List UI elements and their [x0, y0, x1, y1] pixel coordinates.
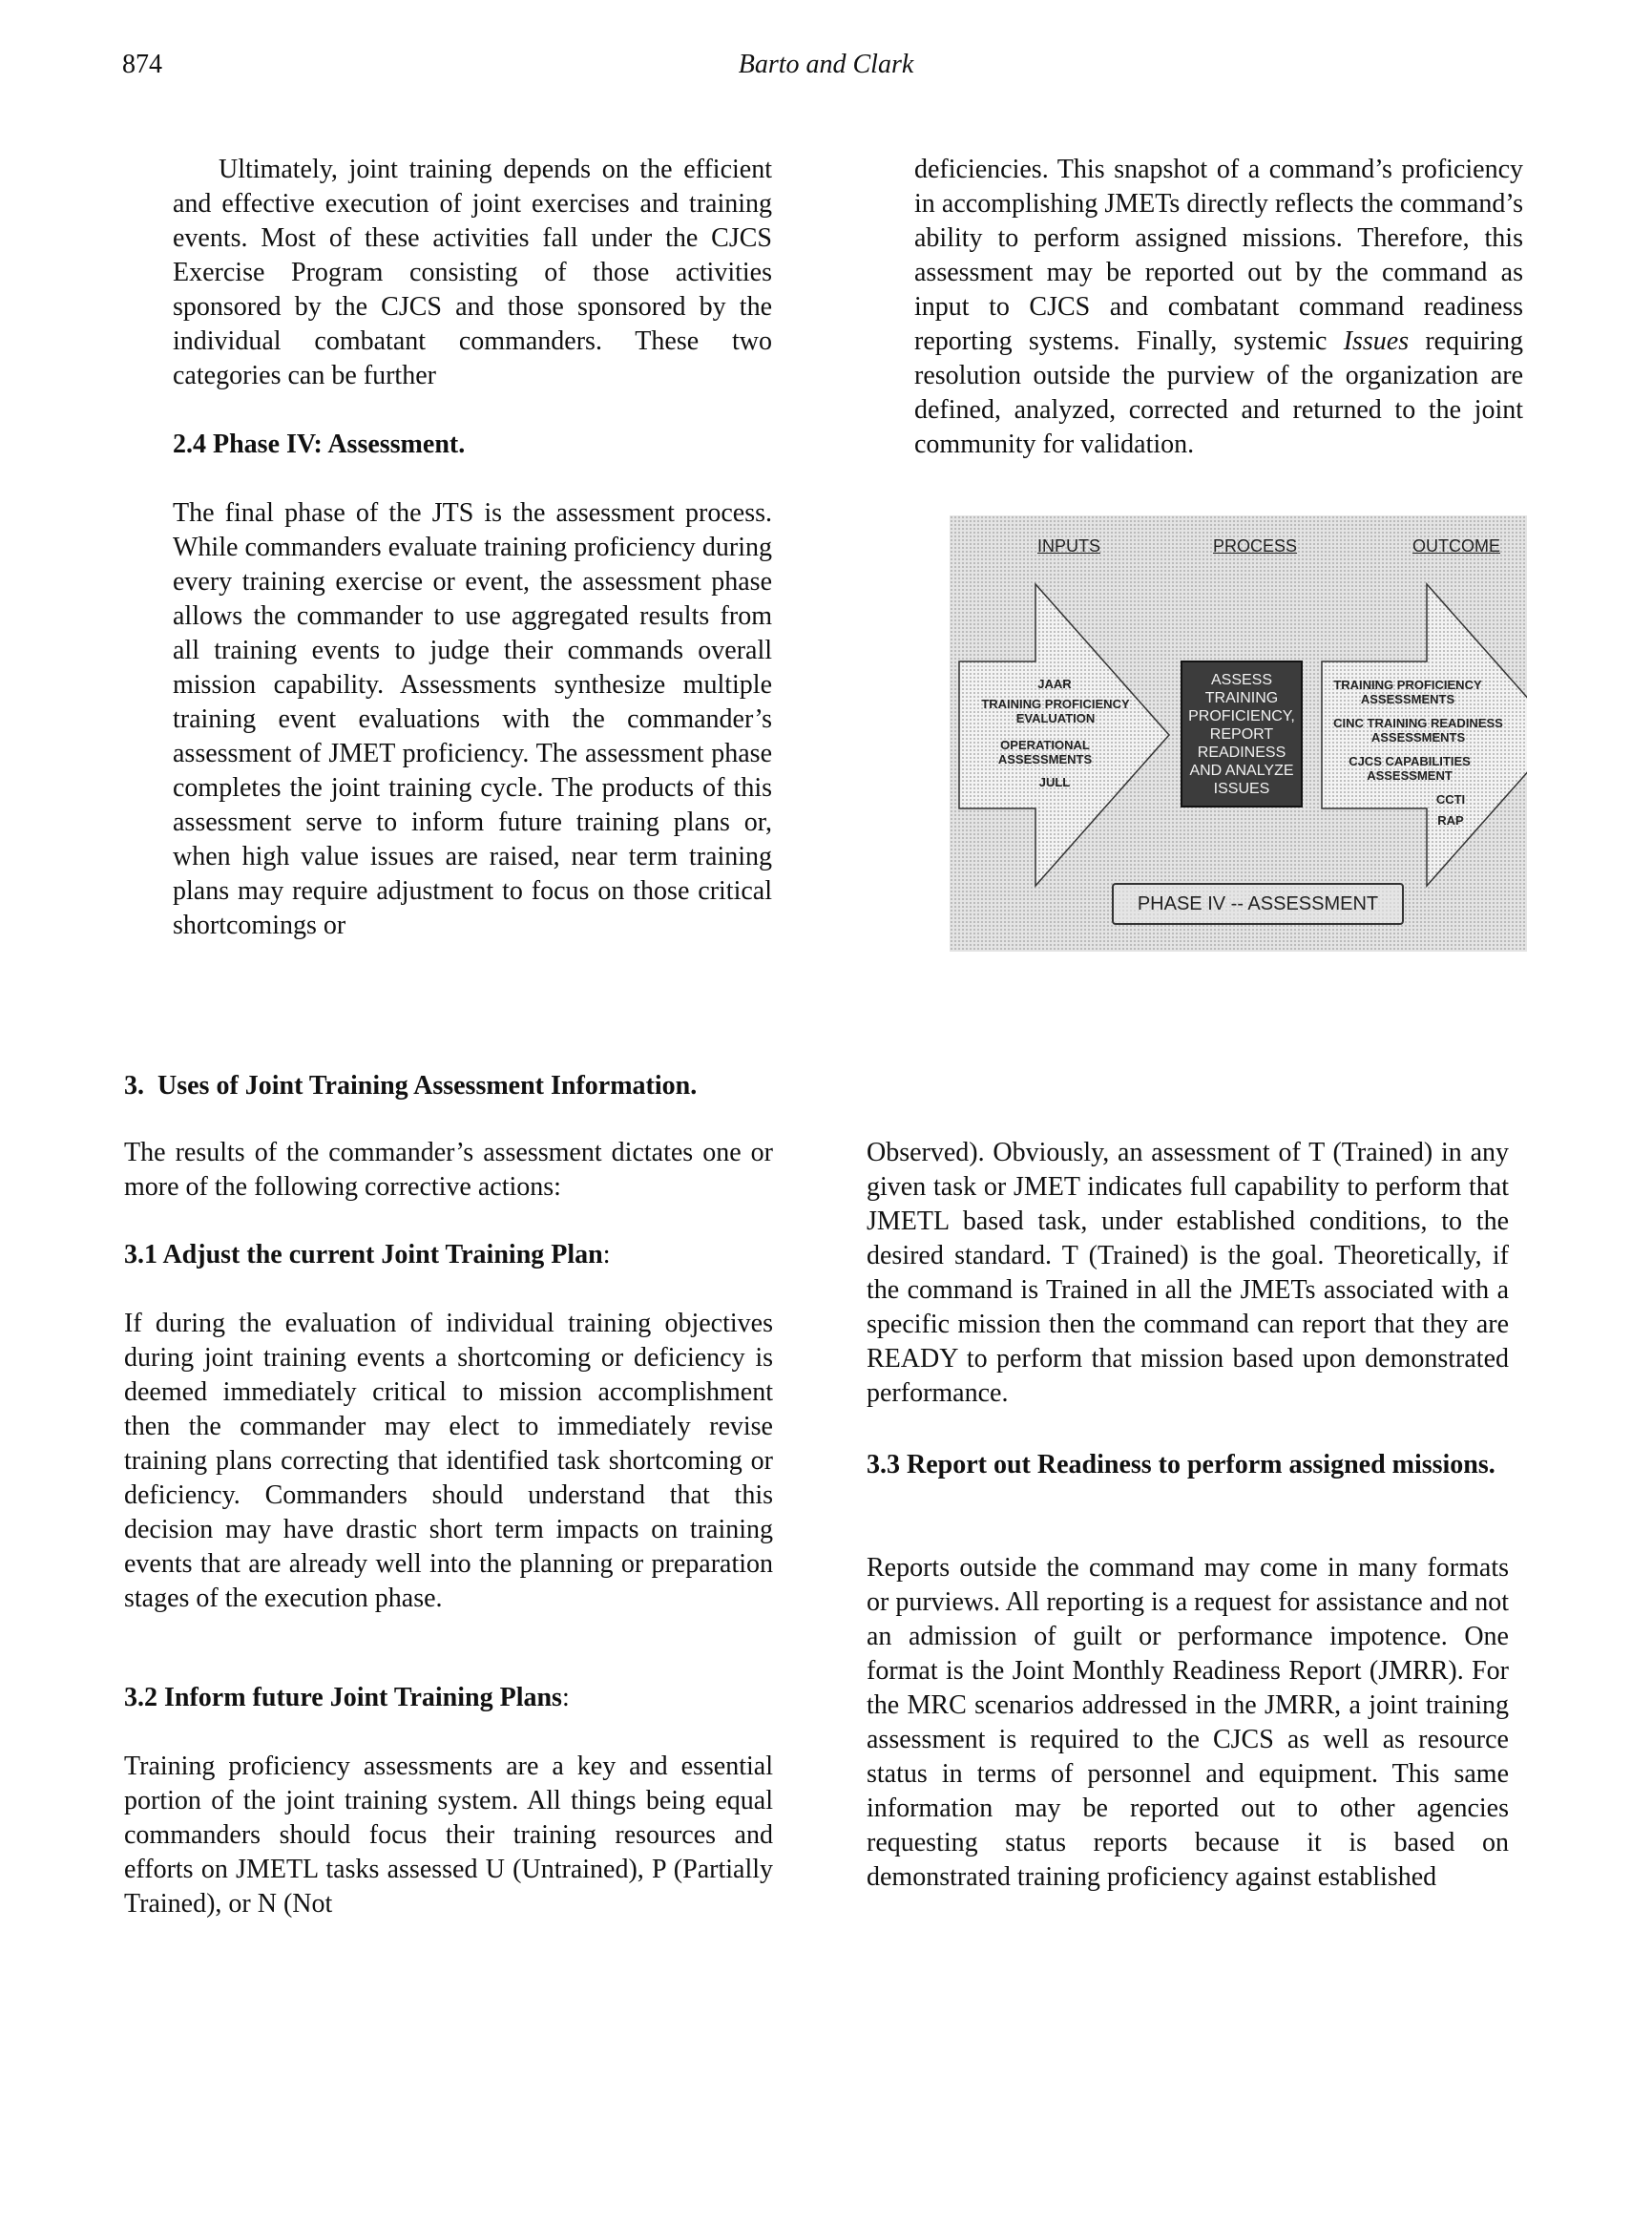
heading-3-2-text: 3.2 Inform future Joint Training Plans	[124, 1683, 562, 1712]
heading-3-1-text: 3.1 Adjust the current Joint Training Plan	[124, 1240, 603, 1269]
outcome-ccti: CCTI	[1435, 792, 1466, 807]
paragraph-deficiencies-b: requiring resolution outside the purview of the organization are defined, analyzed, corrected and returned to the joint community for validation.	[914, 326, 1523, 459]
column-process: PROCESS	[1213, 536, 1298, 556]
outcome-cinc-training-readiness: CINC TRAINING READINESS ASSESSMENTS	[1333, 716, 1503, 745]
heading-3-1-colon: :	[602, 1240, 611, 1269]
running-head: Barto and Clark	[738, 50, 914, 79]
input-training-proficiency-evaluation: TRAINING PROFICIENCY EVALUATION	[981, 697, 1130, 725]
input-operational-assessments: OPERATIONAL ASSESSMENTS	[997, 738, 1093, 766]
input-jull: JULL	[1038, 775, 1071, 789]
phase-iv-assessment-figure	[950, 515, 1527, 952]
heading-phase-iv: 2.4 Phase IV: Assessment.	[173, 430, 466, 459]
paragraph-final-phase: The final phase of the JTS is the assessment process. While commanders evaluate training proficiency during every training exercise or event, the assessment phase allows the commander to use aggregated results from all training events to judge their commands overall mission capability. Assessments synthesize multiple training event evaluations with the commander’s assessment of JMET proficiency. The assessment phase completes the joint training cycle. The products of this assessment serve to inform future training plans or, when high value issues are raised, near term training plans may require adjustment to focus on those critical shortcomings or	[173, 498, 772, 940]
outcome-cjcs-capabilities: CJCS CAPABILITIES ASSESSMENT	[1349, 754, 1471, 783]
heading-3-3: 3.3 Report out Readiness to perform assigned missions.	[867, 1450, 1495, 1479]
heading-3-2	[124, 1681, 773, 1715]
paragraph-3-3: Reports outside the command may come in many formats or purviews. All reporting is a request for assistance and not an admission of guilt or performance impotence. One format is the Joint Monthly Readiness Report (JMRR). For the MRC scenarios addressed in the JMRR, a joint training assessment is required to the CJCS as well as resource status in terms of personnel and equipment. This same information may be reported out to other agencies requesting status reports because it is based on demonstrated training proficiency against established	[867, 1553, 1509, 1892]
phase-iv-label: PHASE IV -- ASSESSMENT	[1112, 883, 1404, 925]
paragraph-3-1: If during the evaluation of individual training objectives during joint training events a shortcoming or deficiency is deemed immediately critical to mission accomplishment then the commander may elect to immediately revise training plans correcting that identified task shortcoming or deficiency. Commanders should understand that this decision may have drastic short term impacts on training events that are already well into the planning or preparation stages of the execution phase.	[124, 1309, 773, 1613]
paragraph-3-2: Training proficiency assessments are a key and essential portion of the joint training system. All things being equal commanders should focus their training resources and efforts on JMETL tasks assessed U (Untrained), P (Partially Trained), or N (Not	[124, 1752, 773, 1919]
process-box: ASSESS TRAINING PROFICIENCY, REPORT READINESS AND ANALYZE ISSUES	[1181, 661, 1303, 808]
paragraph-results: The results of the commander’s assessment dictates one or more of the following corrective actions:	[124, 1138, 773, 1202]
paragraph-deficiencies-a: deficiencies. This snapshot of a command’s proficiency in accomplishing JMETs directly reflects the command’s ability to perform assigned missions. Therefore, this assessment may be reported out by the command as input to CJCS and combatant command readiness reporting systems. Finally, systemic	[914, 155, 1523, 356]
input-jaar: JAAR	[1037, 677, 1072, 691]
column-outcome: OUTCOME	[1412, 536, 1500, 556]
paragraph-observed: Observed). Obviously, an assessment of T (Trained) in any given task or JMET indicates full capability to perform that JMETL based task, under established conditions, to the desired standard. T (Trained) is the goal. Theoretically, if the command is Trained in all the JMETs associated with a specific mission then the command can report that they are READY to perform that mission based upon demonstrated performance.	[867, 1138, 1509, 1408]
outcome-rap: RAP	[1437, 813, 1464, 828]
section-3-number: 3.	[124, 1071, 144, 1101]
page-number: 874	[122, 50, 162, 79]
paragraph-ultimately: Ultimately, joint training depends on the efficient and effective execution of joint exercises and training events. Most of these activities fall under the CJCS Exercise Program consisting of those activities sponsored by the CJCS and those sponsored by the individual combatant commanders. These two categories can be further	[173, 155, 772, 390]
outcome-training-proficiency-assessments: TRAINING PROFICIENCY ASSESSMENTS	[1333, 678, 1482, 706]
inputs-arrow	[959, 584, 1169, 886]
heading-3-2-colon: :	[561, 1683, 570, 1712]
section-3-heading	[124, 1069, 1078, 1103]
column-inputs: INPUTS	[1037, 536, 1101, 556]
heading-3-1	[124, 1238, 773, 1272]
section-3-title: Uses of Joint Training Assessment Information.	[157, 1071, 698, 1101]
paragraph-deficiencies	[914, 153, 1523, 462]
issues-emphasis: Issues	[1343, 326, 1410, 356]
